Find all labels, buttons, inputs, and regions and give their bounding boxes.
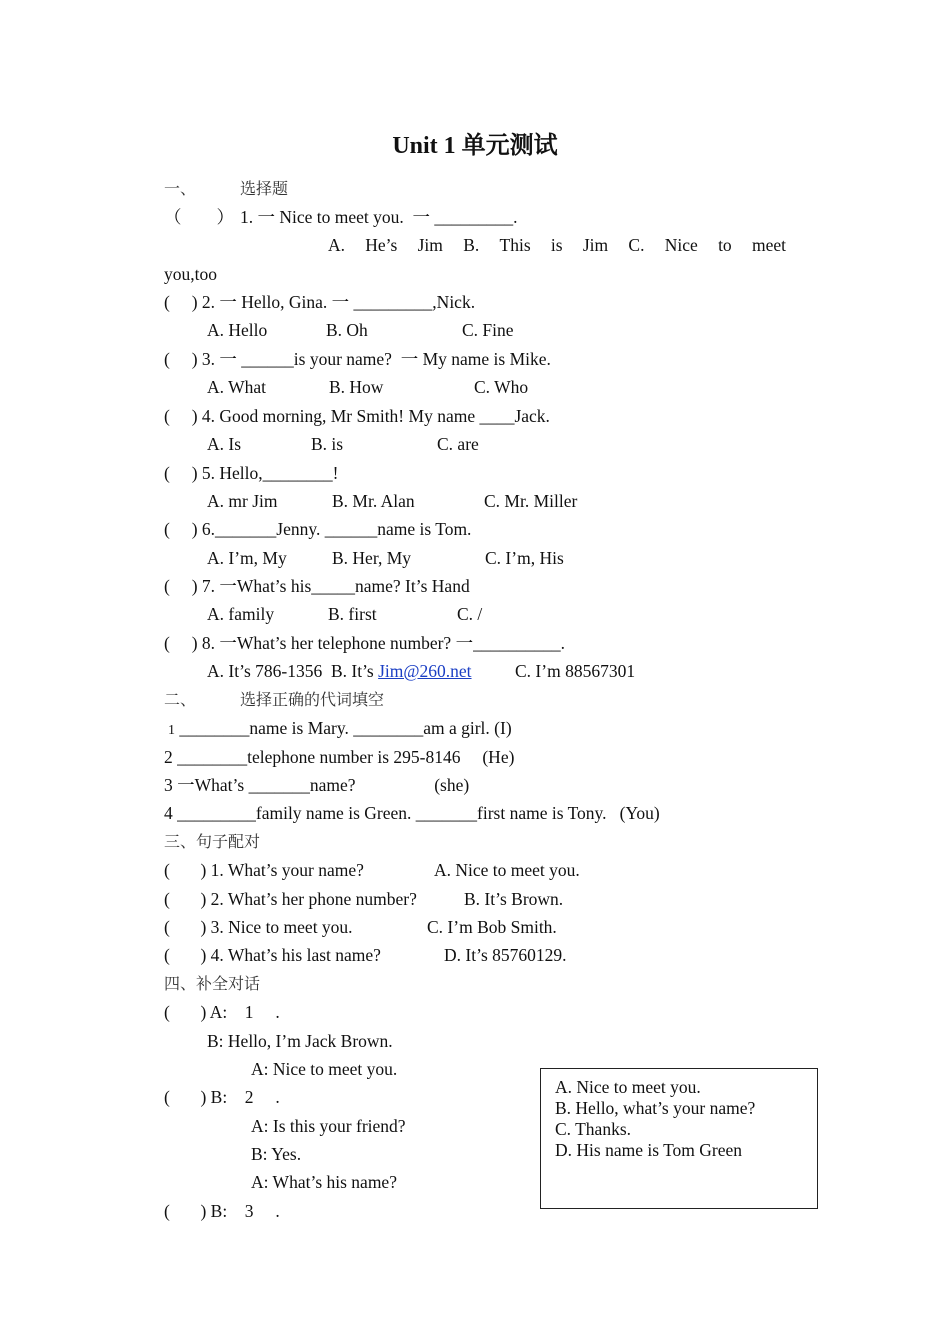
page-title: Unit 1 单元测试: [392, 133, 558, 159]
q3-option-a: A. What: [207, 377, 266, 397]
q2-option-c: C. Fine: [462, 320, 514, 340]
pronoun-item: [164, 802, 660, 824]
q6-option-c: C. I’m, His: [485, 548, 564, 568]
q3-option-c: C. Who: [474, 377, 529, 397]
q1-options: [328, 234, 786, 256]
match-answer: A. Nice to meet you.: [434, 860, 580, 880]
q7-stem: ( ) 7. 一What’s his_____name? It’s Hand: [164, 576, 470, 596]
q1-opt-token: Nice: [664, 235, 698, 255]
item-number: 3: [164, 775, 173, 795]
pronoun-item: [164, 774, 469, 796]
email-link[interactable]: Jim@260.net: [378, 661, 472, 681]
dialogue-line-blank-1: ( ) A: 1 .: [164, 1002, 280, 1022]
q4-option-a: A. Is: [207, 434, 242, 454]
item-text: ________telephone number is 295-8146 (He): [172, 747, 515, 767]
dialogue-line: B: Hello, I’m Jack Brown.: [207, 1031, 393, 1051]
q5-stem: ( ) 5. Hello,________!: [164, 463, 339, 483]
option-item: A. Nice to meet you.: [555, 1077, 701, 1097]
match-question: ( ) 1. What’s your name?: [164, 860, 364, 880]
dialogue-line: B: Yes.: [251, 1144, 302, 1164]
match-question: ( ) 3. Nice to meet you.: [164, 917, 353, 937]
section1-heading-number: 一、: [164, 179, 197, 198]
q8-option-c: C. I’m 88567301: [515, 661, 636, 681]
item-number: 2: [164, 747, 173, 767]
q1-paren: （ ）: [164, 207, 234, 227]
q3-option-b: B. How: [329, 377, 384, 397]
dialogue-line-blank-2: ( ) B: 2 .: [164, 1087, 280, 1107]
q1-opt-token: He’s: [365, 235, 398, 255]
q6-stem: ( ) 6._______Jenny. ______name is Tom.: [164, 519, 472, 539]
section1-heading: 选择题: [240, 179, 289, 198]
q5-option-a: A. mr Jim: [207, 491, 278, 511]
option-item: B. Hello, what’s your name?: [555, 1098, 756, 1118]
q1-option-wrap: you,too: [164, 264, 217, 284]
item-text: _________family name is Green. _______first name is Tony. (You): [172, 803, 660, 823]
q6-option-b: B. Her, My: [332, 548, 412, 568]
match-answer: C. I’m Bob Smith.: [427, 917, 557, 937]
q1-opt-token: B.: [463, 235, 480, 255]
q1-opt-token: meet: [751, 235, 786, 255]
q7-option-c: C. /: [457, 604, 483, 624]
match-question: ( ) 2. What’s her phone number?: [164, 889, 417, 909]
q1-opt-token: is: [550, 235, 563, 255]
q2-option-b: B. Oh: [326, 320, 368, 340]
q5-option-b: B. Mr. Alan: [332, 491, 415, 511]
q2-option-a: A. Hello: [207, 320, 268, 340]
q4-stem: ( ) 4. Good morning, Mr Smith! My name ____Jack.: [164, 406, 550, 426]
q4-option-b: B. is: [311, 434, 344, 454]
section2-heading: 选择正确的代词填空: [240, 690, 385, 709]
item-number: 4: [164, 803, 173, 823]
q8-option-ab-text: A. It’s 786-1356 B. It’s: [207, 661, 379, 681]
q5-option-c: C. Mr. Miller: [484, 491, 578, 511]
q1-opt-token: A.: [328, 235, 346, 255]
q8-options-ab: [207, 660, 472, 682]
option-item: C. Thanks.: [555, 1119, 631, 1139]
q1-opt-token: to: [718, 235, 732, 255]
q7-option-b: B. first: [328, 604, 377, 624]
match-answer: D. It’s 85760129.: [444, 945, 567, 965]
dialogue-line: A: What’s his name?: [251, 1172, 397, 1192]
item-number: 1: [168, 723, 175, 738]
options-box: [540, 1068, 818, 1209]
match-answer: B. It’s Brown.: [464, 889, 564, 909]
section4-heading: 四、补全对话: [164, 974, 261, 993]
q1-opt-token: C.: [628, 235, 645, 255]
section2-heading-number: 二、: [164, 690, 197, 709]
q7-option-a: A. family: [207, 604, 275, 624]
section3-heading: 三、句子配对: [164, 832, 261, 851]
match-question: ( ) 4. What’s his last name?: [164, 945, 381, 965]
item-text: ________name is Mary. ________am a girl. (I): [175, 718, 512, 738]
pronoun-item: [168, 717, 512, 742]
option-item: D. His name is Tom Green: [555, 1140, 743, 1160]
item-text: 一What’s _______name? (she): [172, 775, 470, 795]
q1-opt-token: Jim: [417, 235, 443, 255]
dialogue-line-blank-3: ( ) B: 3 .: [164, 1201, 280, 1221]
q6-option-a: A. I’m, My: [207, 548, 287, 568]
q2-stem: ( ) 2. 一 Hello, Gina. 一 _________,Nick.: [164, 292, 476, 312]
pronoun-item: [164, 746, 514, 768]
dialogue-line: A: Nice to meet you.: [251, 1059, 398, 1079]
q4-option-c: C. are: [437, 434, 479, 454]
q1-opt-token: Jim: [582, 235, 609, 255]
q8-stem: ( ) 8. 一What’s her telephone number? 一__________.: [164, 633, 565, 653]
q1-stem: 1. 一 Nice to meet you. 一 _________.: [240, 207, 518, 227]
q1-opt-token: This: [499, 235, 531, 255]
dialogue-line: A: Is this your friend?: [251, 1116, 406, 1136]
q3-stem: ( ) 3. 一 ______is your name? 一 My name is Mike.: [164, 349, 551, 369]
